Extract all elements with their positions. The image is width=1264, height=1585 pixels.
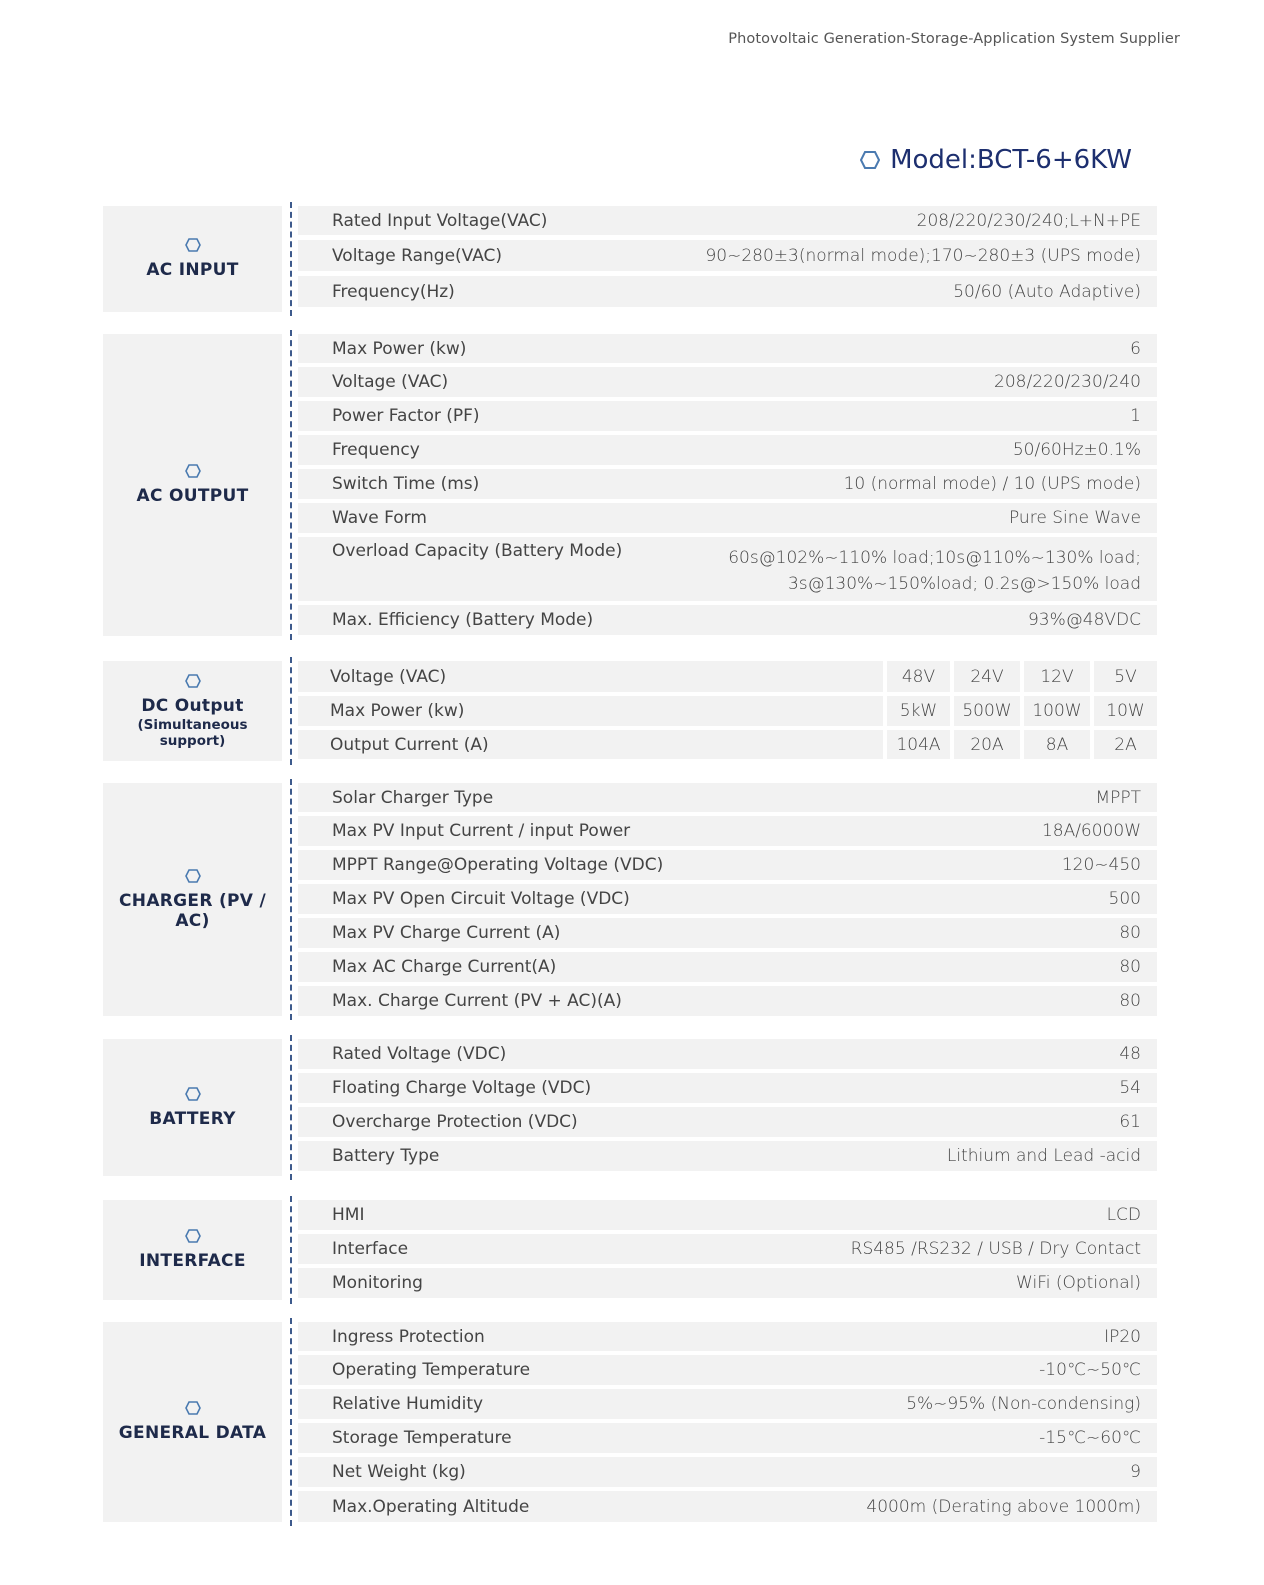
section-charger	[103, 783, 1157, 1016]
spec-row	[298, 850, 1157, 880]
spec-row	[298, 1073, 1157, 1103]
spec-row	[298, 986, 1157, 1016]
section-title: INTERFACE	[139, 1251, 246, 1271]
spec-value: 80	[1119, 957, 1141, 977]
section-title: AC INPUT	[146, 260, 239, 280]
spec-row	[298, 1389, 1157, 1419]
spec-label: Max Power (kw)	[298, 696, 883, 726]
spec-label: Relative Humidity	[332, 1394, 484, 1414]
dashed-divider	[282, 783, 298, 1016]
spec-value: WiFi (Optional)	[1016, 1273, 1141, 1293]
spec-value: 4000m (Derating above 1000m)	[866, 1496, 1141, 1517]
spec-label: Solar Charger Type	[332, 787, 494, 808]
hexagon-icon	[185, 1229, 201, 1243]
section-subtitle: (Simultaneous support)	[137, 716, 248, 749]
spec-label: Frequency(Hz)	[332, 281, 455, 302]
dashed-divider	[282, 1322, 298, 1522]
spec-value: Lithium and Lead -acid	[946, 1146, 1141, 1166]
spec-row	[298, 1423, 1157, 1453]
spec-value: 18A/6000W	[1041, 821, 1141, 841]
spec-label: Floating Charge Voltage (VDC)	[332, 1078, 592, 1098]
spec-label: Max PV Charge Current (A)	[332, 923, 561, 943]
section-general-data	[103, 1322, 1157, 1522]
spec-label: Power Factor (PF)	[332, 406, 480, 426]
spec-label: Storage Temperature	[332, 1428, 512, 1448]
section-header	[103, 334, 282, 636]
hexagon-icon	[185, 869, 201, 883]
spec-value: 208/220/230/240	[994, 372, 1141, 392]
dc-cell: 20A	[954, 730, 1020, 759]
spec-label: Overcharge Protection (VDC)	[332, 1112, 578, 1132]
spec-label: Switch Time (ms)	[332, 474, 480, 494]
section-header	[103, 1039, 282, 1176]
dc-row	[298, 730, 1157, 759]
hexagon-icon	[185, 1401, 201, 1415]
spec-label: Voltage Range(VAC)	[332, 245, 503, 266]
spec-row	[298, 367, 1157, 397]
hexagon-icon	[185, 464, 201, 478]
section-battery	[103, 1039, 1157, 1176]
spec-row	[298, 334, 1157, 363]
dashed-divider	[282, 1200, 298, 1300]
spec-label: Frequency	[332, 440, 420, 460]
spec-value: 1	[1130, 406, 1141, 426]
spec-row	[298, 469, 1157, 499]
spec-row	[298, 240, 1157, 271]
spec-label: Rated Voltage (VDC)	[332, 1044, 507, 1064]
spec-label: Max.Operating Altitude	[332, 1496, 530, 1517]
dc-row	[298, 696, 1157, 726]
spec-row	[298, 1234, 1157, 1264]
spec-label: Max. Charge Current (PV + AC)(A)	[332, 991, 622, 1011]
spec-value: 93%@48VDC	[1027, 610, 1141, 630]
dc-cell: 5V	[1094, 661, 1157, 692]
dc-cell: 100W	[1024, 696, 1090, 726]
section-interface	[103, 1200, 1157, 1300]
section-dc-output	[103, 661, 1157, 761]
dc-cell: 8A	[1024, 730, 1090, 759]
spec-row	[298, 1355, 1157, 1385]
spec-value: 90~280±3(normal mode);170~280±3 (UPS mode)	[705, 245, 1141, 266]
spec-value: RS485 /RS232 / USB / Dry Contact	[850, 1239, 1141, 1259]
section-header	[103, 1322, 282, 1522]
hexagon-icon	[185, 238, 201, 252]
spec-value: 50/60 (Auto Adaptive)	[953, 281, 1141, 302]
section-ac-output	[103, 334, 1157, 636]
spec-value: 6	[1130, 338, 1141, 359]
dc-cell: 24V	[954, 661, 1020, 692]
section-title: DC Output	[141, 695, 244, 716]
section-title: AC OUTPUT	[136, 486, 249, 506]
spec-label: Interface	[332, 1239, 409, 1259]
spec-row	[298, 783, 1157, 812]
spec-value: Pure Sine Wave	[1008, 508, 1141, 528]
spec-row	[298, 435, 1157, 465]
dc-cell: 2A	[1094, 730, 1157, 759]
spec-row	[298, 503, 1157, 533]
spec-label: Monitoring	[332, 1273, 423, 1293]
spec-label: Output Current (A)	[298, 730, 883, 759]
spec-value: 5%~95% (Non-condensing)	[906, 1394, 1141, 1414]
dc-cell: 500W	[954, 696, 1020, 726]
spec-value: IP20	[1104, 1326, 1141, 1347]
spec-value: 61	[1119, 1112, 1141, 1132]
spec-row	[298, 1200, 1157, 1230]
spec-value: 50/60Hz±0.1%	[1012, 440, 1141, 460]
dc-cell: 12V	[1024, 661, 1090, 692]
spec-label: Max AC Charge Current(A)	[332, 957, 557, 977]
spec-value: 500	[1108, 889, 1141, 909]
spec-label: Battery Type	[332, 1146, 440, 1166]
hexagon-icon	[860, 151, 880, 169]
spec-label: Overload Capacity (Battery Mode)	[332, 541, 623, 561]
section-title: GENERAL DATA	[118, 1423, 267, 1443]
dc-cell: 10W	[1094, 696, 1157, 726]
spec-row	[298, 1457, 1157, 1487]
spec-row	[298, 1322, 1157, 1351]
spec-label: Max PV Open Circuit Voltage (VDC)	[332, 889, 630, 909]
model-heading	[860, 145, 1132, 175]
spec-row	[298, 401, 1157, 431]
spec-value	[728, 545, 1141, 597]
dc-row	[298, 661, 1157, 692]
spec-value-line: 60s@102%~110% load;10s@110%~130% load;	[728, 548, 1141, 568]
spec-row	[298, 1268, 1157, 1298]
section-ac-input	[103, 206, 1157, 312]
spec-value: 80	[1119, 923, 1141, 943]
spec-row	[298, 816, 1157, 846]
section-header	[103, 1200, 282, 1300]
spec-value: -15℃~60℃	[1039, 1428, 1141, 1448]
spec-label: Max PV Input Current / input Power	[332, 821, 631, 841]
section-title: CHARGER (PV / AC)	[119, 890, 266, 931]
section-header	[103, 206, 282, 312]
spec-label: Ingress Protection	[332, 1326, 485, 1347]
spec-value: LCD	[1106, 1205, 1141, 1225]
spec-label: Max. Efficiency (Battery Mode)	[332, 610, 594, 630]
spec-row	[298, 276, 1157, 307]
spec-value: -10℃~50℃	[1039, 1360, 1141, 1380]
hexagon-icon	[185, 674, 201, 688]
hexagon-icon	[185, 1087, 201, 1101]
dc-cell: 5kW	[887, 696, 950, 726]
spec-value: 48	[1119, 1044, 1141, 1064]
section-header	[103, 783, 282, 1016]
dashed-divider	[282, 206, 298, 312]
dc-cell: 48V	[887, 661, 950, 692]
spec-row	[298, 1141, 1157, 1171]
spec-value: MPPT	[1095, 787, 1141, 808]
spec-label: HMI	[332, 1205, 365, 1225]
spec-row	[298, 537, 1157, 601]
spec-value: 120~450	[1061, 855, 1141, 875]
dashed-divider	[282, 334, 298, 636]
spec-label: Voltage (VAC)	[332, 372, 449, 392]
spec-row	[298, 1491, 1157, 1522]
spec-value: 208/220/230/240;L+N+PE	[916, 210, 1141, 231]
spec-label: Rated Input Voltage(VAC)	[332, 210, 548, 231]
spec-row	[298, 1039, 1157, 1069]
spec-row	[298, 1107, 1157, 1137]
spec-value: 54	[1119, 1078, 1141, 1098]
dashed-divider	[282, 1039, 298, 1176]
spec-label: Net Weight (kg)	[332, 1462, 466, 1482]
spec-row	[298, 952, 1157, 982]
dc-cell: 104A	[887, 730, 950, 759]
spec-label: Voltage (VAC)	[298, 661, 883, 692]
spec-label: Operating Temperature	[332, 1360, 531, 1380]
spec-row	[298, 206, 1157, 235]
spec-label: Wave Form	[332, 508, 427, 528]
section-title: BATTERY	[149, 1108, 236, 1129]
spec-row	[298, 884, 1157, 914]
spec-value: 80	[1119, 991, 1141, 1011]
spec-value: 9	[1130, 1462, 1141, 1482]
spec-label: Max Power (kw)	[332, 338, 467, 359]
dashed-divider	[282, 661, 298, 761]
model-title: Model:BCT-6+6KW	[890, 145, 1132, 175]
spec-row	[298, 918, 1157, 948]
company-tagline: Photovoltaic Generation-Storage-Application System Supplier	[728, 31, 1180, 47]
spec-label: MPPT Range@Operating Voltage (VDC)	[332, 855, 664, 875]
section-header	[103, 661, 282, 761]
spec-value-line: 3s@130%~150%load; 0.2s@>150% load	[787, 574, 1141, 594]
spec-value: 10 (normal mode) / 10 (UPS mode)	[843, 474, 1141, 494]
spec-row	[298, 605, 1157, 635]
